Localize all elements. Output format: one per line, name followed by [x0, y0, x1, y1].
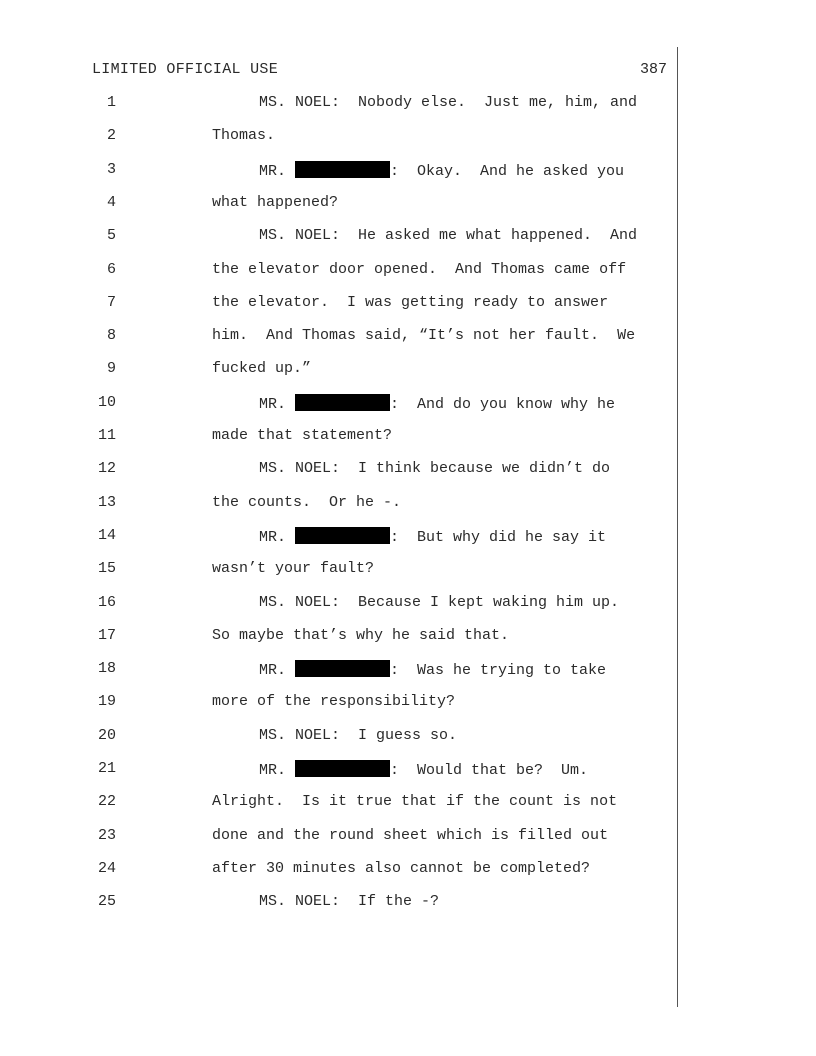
- line-segment: : Was he trying to take: [390, 662, 607, 680]
- line-text: [212, 693, 455, 710]
- line-number: 2: [106, 127, 116, 145]
- line-text: [259, 394, 615, 413]
- transcript-line: [0, 594, 816, 616]
- line-text: [212, 294, 608, 311]
- line-text: [212, 627, 509, 644]
- transcript-line: [0, 460, 816, 482]
- transcript-line: [0, 294, 816, 316]
- line-number: 15: [97, 560, 116, 578]
- line-text: [259, 94, 637, 111]
- line-segment: made that statement?: [212, 427, 393, 444]
- transcript-line: [0, 693, 816, 715]
- transcript-line: [0, 227, 816, 249]
- line-number: 19: [97, 693, 116, 711]
- transcript-line: [0, 161, 816, 183]
- transcript-line: [0, 527, 816, 549]
- line-segment: MS. NOEL: If the -?: [259, 893, 440, 911]
- line-text: [259, 161, 624, 180]
- line-segment: him. And Thomas said, “It’s not her fault. We: [212, 327, 636, 345]
- line-segment: the counts. Or he -.: [212, 493, 402, 511]
- line-segment: MR.: [259, 662, 287, 680]
- transcript-line: [0, 727, 816, 749]
- line-segment: done and the round sheet which is filled out: [212, 826, 609, 844]
- line-text: [212, 560, 374, 577]
- line-number: 9: [106, 360, 116, 378]
- transcript-line: [0, 560, 816, 582]
- line-segment: Thomas.: [212, 127, 276, 145]
- line-number: 16: [97, 593, 116, 611]
- transcript-line: [0, 793, 816, 815]
- line-text: [259, 594, 619, 611]
- line-segment: MR.: [259, 395, 287, 413]
- line-text: [212, 327, 635, 344]
- line-number: 3: [106, 160, 116, 178]
- transcript-line: [0, 660, 816, 682]
- line-number: 7: [106, 293, 116, 311]
- line-segment: what happened?: [212, 193, 339, 211]
- redaction-block: [295, 161, 390, 178]
- line-segment: MR.: [259, 762, 287, 779]
- transcript-line: [0, 494, 816, 516]
- line-number: 10: [97, 393, 116, 411]
- line-number: 20: [97, 726, 116, 744]
- transcript-line: [0, 94, 816, 116]
- line-number: 14: [97, 526, 116, 544]
- line-text: [259, 460, 610, 477]
- transcript-line: [0, 261, 816, 283]
- transcript-line: [0, 760, 816, 782]
- line-number: 11: [97, 427, 116, 444]
- line-text: [259, 660, 606, 679]
- line-text: [212, 827, 608, 844]
- line-segment: the elevator door opened. And Thomas came off: [212, 260, 627, 278]
- line-number: 22: [97, 793, 116, 811]
- classification-label: LIMITED OFFICIAL USE: [92, 61, 279, 78]
- line-segment: after 30 minutes also cannot be completed?: [212, 859, 591, 877]
- line-text: [259, 893, 439, 910]
- line-text: [259, 227, 637, 244]
- line-segment: MS. NOEL: He asked me what happened. And: [259, 227, 638, 245]
- transcript-line: [0, 327, 816, 349]
- line-number: 4: [106, 193, 116, 211]
- line-text: [212, 860, 590, 877]
- line-text: [212, 427, 392, 444]
- line-text: [259, 527, 606, 546]
- transcript-line: [0, 394, 816, 416]
- line-segment: : But why did he say it: [390, 528, 607, 546]
- line-segment: more of the responsibility?: [212, 693, 456, 711]
- line-segment: MS. NOEL: I think because we didn’t do: [259, 460, 611, 478]
- line-text: [212, 127, 275, 144]
- line-segment: MS. NOEL: I guess so.: [259, 726, 458, 744]
- line-text: [212, 194, 338, 211]
- line-number: 1: [106, 94, 116, 111]
- page-header: [92, 61, 667, 81]
- line-number: 13: [97, 493, 116, 511]
- line-number: 6: [106, 260, 116, 278]
- line-text: [259, 760, 588, 779]
- transcript-line: [0, 893, 816, 915]
- line-segment: the elevator. I was getting ready to answer: [212, 293, 609, 311]
- transcript-line: [0, 360, 816, 382]
- redaction-block: [295, 394, 390, 411]
- transcript-line: [0, 827, 816, 849]
- line-segment: fucked up.”: [212, 360, 312, 378]
- line-text: [212, 360, 311, 377]
- line-segment: : And do you know why he: [390, 395, 616, 413]
- line-segment: : Okay. And he asked you: [390, 162, 625, 180]
- line-text: [259, 727, 457, 744]
- transcript-line: [0, 860, 816, 882]
- line-number: 12: [97, 460, 116, 478]
- line-segment: MS. NOEL: Nobody else. Just me, him, and: [259, 94, 638, 111]
- line-number: 8: [106, 327, 116, 345]
- line-number: 18: [97, 660, 116, 678]
- transcript-line: [0, 194, 816, 216]
- line-number: 23: [97, 826, 116, 844]
- redaction-block: [295, 760, 390, 777]
- transcript-line: [0, 127, 816, 149]
- transcript-line: [0, 627, 816, 649]
- line-number: 21: [97, 760, 116, 777]
- line-number: 17: [97, 626, 116, 644]
- line-number: 25: [97, 893, 116, 911]
- line-segment: wasn’t your fault?: [212, 560, 375, 578]
- line-segment: MR.: [259, 528, 287, 546]
- line-text: [212, 494, 401, 511]
- line-text: [212, 793, 617, 810]
- line-segment: : Would that be? Um.: [390, 762, 589, 779]
- line-segment: Alright. Is it true that if the count is not: [212, 793, 618, 811]
- redaction-block: [295, 660, 390, 677]
- transcript-line: [0, 427, 816, 449]
- redaction-block: [295, 527, 390, 544]
- line-number: 5: [106, 227, 116, 245]
- line-segment: MR.: [259, 162, 287, 180]
- line-text: [212, 261, 626, 278]
- page-number: 387: [639, 61, 667, 78]
- line-segment: So maybe that’s why he said that.: [212, 626, 510, 644]
- line-segment: MS. NOEL: Because I kept waking him up.: [259, 593, 620, 611]
- line-number: 24: [97, 859, 116, 877]
